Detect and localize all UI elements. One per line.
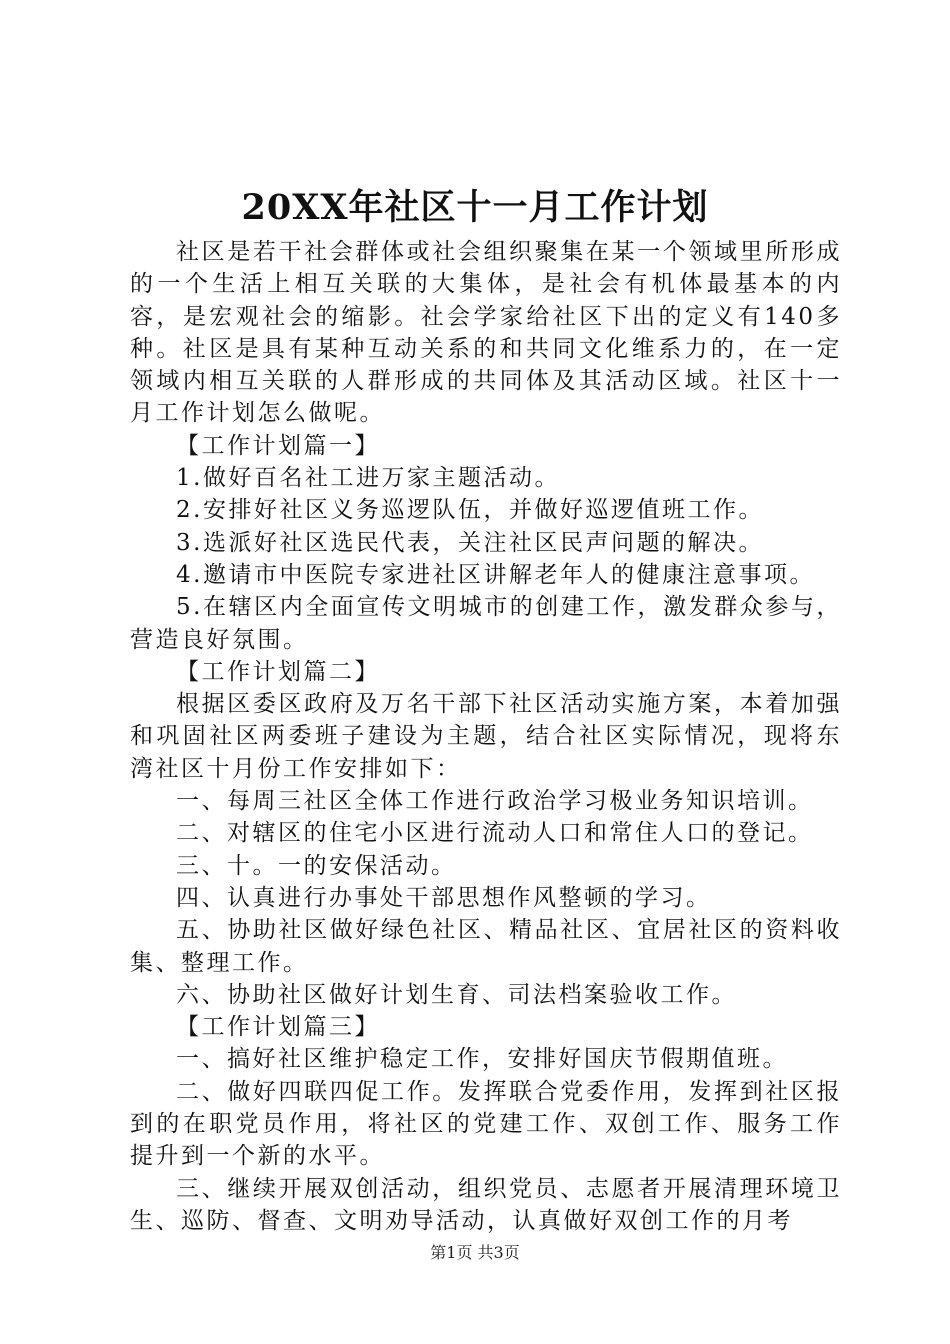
plan2-intro: 根据区委区政府及万名干部下社区活动实施方案，本着加强和巩固社区两委班子建设为主题，结合社区实际情况，现将东湾社区十月份工作安排如下： [130, 691, 842, 782]
section-heading-2: 【工作计划篇二】 [176, 658, 380, 685]
intro-paragraph: 社区是若干社会群体或社会组织聚集在某一个领域里所形成的一个生活上相互关联的大集体，是社会有机体最基本的内容，是宏观社会的缩影。社会学家给社区下出的定义有140多种。社区是具有某种互动关系的和共同文化维系力的，在一定领域内相互关联的人群形成的共同体及其活动区域。社区十一月工作计划怎么做呢。 [130, 239, 842, 427]
plan2-item-4: 四、认真进行办事处干部思想作风整顿的学习。 [176, 884, 712, 911]
plan1-item-5: 5.在辖区内全面宣传文明城市的创建工作，激发群众参与，营造良好氛围。 [130, 594, 842, 653]
section-heading-3: 【工作计划篇三】 [176, 1014, 380, 1041]
plan3-item-2: 二、做好四联四促工作。发挥联合党委作用，发挥到社区报到的在职党员作用，将社区的党建工作、双创工作、服务工作提升到一个新的水平。 [130, 1078, 842, 1170]
plan1-item-2: 2.安排好社区义务巡逻队伍，并做好巡逻值班工作。 [176, 497, 764, 524]
page-footer: 第1页 共3页 [430, 1243, 520, 1262]
plan2-item-2: 二、对辖区的住宅小区进行流动人口和常住人口的登记。 [176, 820, 814, 847]
plan1-item-3: 3.选派好社区选民代表，关注社区民声问题的解决。 [176, 529, 764, 556]
plan1-item-4: 4.邀请市中医院专家进社区讲解老年人的健康注意事项。 [176, 561, 815, 588]
document-title: 20XX年社区十一月工作计划 [241, 187, 709, 228]
section-heading-1: 【工作计划篇一】 [176, 432, 380, 459]
plan3-item-3: 三、继续开展双创活动，组织党员、志愿者开展清理环境卫生、巡防、督查、文明劝导活动，认真做好双创工作的月考 [130, 1175, 842, 1234]
plan1-item-1: 1.做好百名社工进万家主题活动。 [176, 465, 560, 492]
plan2-item-3: 三、十。一的安保活动。 [176, 852, 457, 879]
plan2-item-6: 六、协助社区做好计划生育、司法档案验收工作。 [176, 981, 737, 1008]
plan2-item-5: 五、协助社区做好绿色社区、精品社区、宜居社区的资料收集、整理工作。 [130, 917, 842, 976]
document-body [130, 236, 842, 1237]
plan2-item-1: 一、每周三社区全体工作进行政治学习极业务知识培训。 [176, 788, 814, 815]
plan3-item-1: 一、搞好社区维护稳定工作，安排好国庆节假期值班。 [176, 1046, 788, 1073]
